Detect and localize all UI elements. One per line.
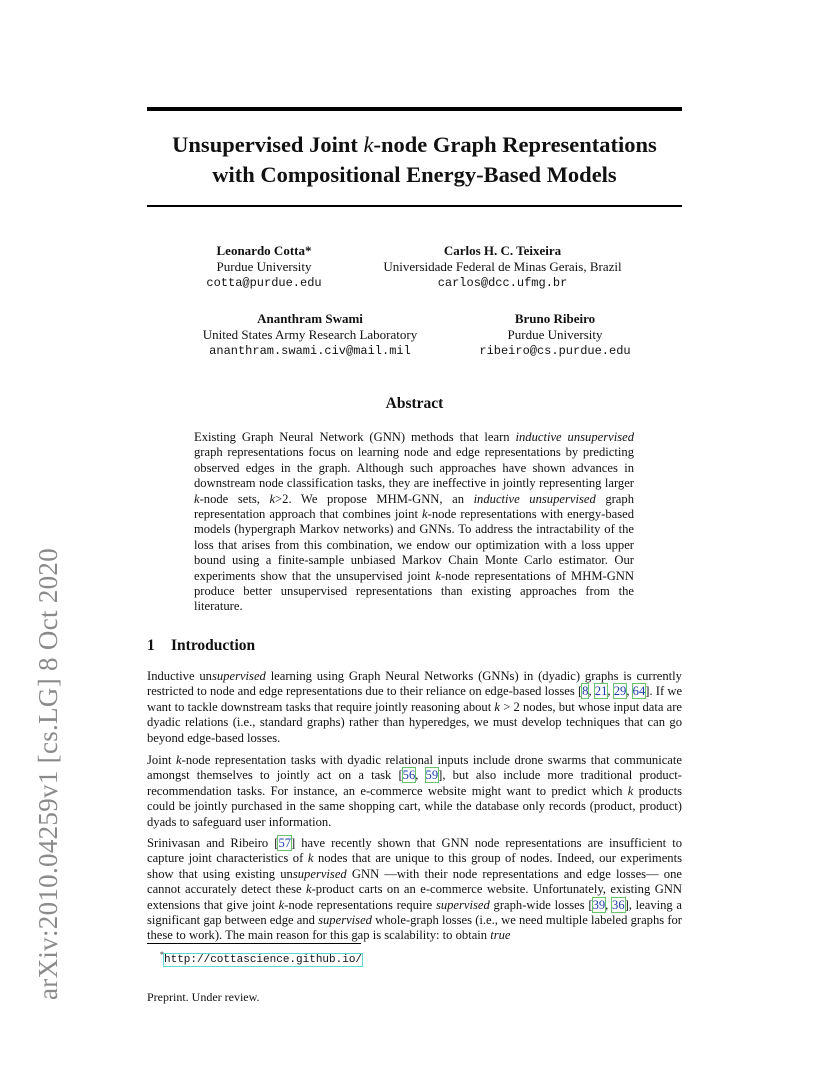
- author-email: ribeiro@cs.purdue.edu: [479, 344, 631, 358]
- citation-link[interactable]: 64: [632, 684, 646, 699]
- title-bottom-rule: [147, 205, 682, 207]
- citation-link[interactable]: 39: [592, 897, 606, 912]
- footnote-rule: [147, 943, 361, 944]
- author-email: carlos@dcc.ufmg.br: [437, 276, 568, 290]
- author-block: [370, 243, 635, 291]
- paper-title: Unsupervised Joint k-node Graph Representations with Compositional Energy-Based Models: [172, 132, 657, 187]
- paragraph: Inductive unsupervised learning using Graph Neural Networks (GNNs) in (dyadic) graphs is currently restricted to node and edge representations due to their reliance on edge-based losses [8, 21, 29, 64]. If we want to tackle downstream tasks that require jointly reasoning about k > 2 nodes, but whose input data are dyadic relations (i.e., standard graphs) rather than hyperedges, we must develop techniques that can go beyond edge-based losses.: [147, 669, 683, 745]
- citation-link[interactable]: 59: [425, 768, 439, 783]
- paragraph: Joint k-node representation tasks with dyadic relational inputs include drone swarms that communicate amongst themselves to jointly act on a task [56, 59], but also include more traditional product-recommendation tasks. For instance, an e-commerce website might want to predict which k products could be jointly purchased in the same shopping cart, while the database only records (product, product) dyads to safeguard user information.: [147, 753, 682, 829]
- author-affiliation: Universidade Federal de Minas Gerais, Brazil: [383, 259, 622, 274]
- paragraph: Srinivasan and Ribeiro [57] have recently shown that GNN node representations are insufficient to capture joint characteristics of k nodes that are unique to this group of nodes. Indeed, our experiments show that using existing unsupervised GNN —with their node representations and edge losses— one cannot accurately detect these k-product carts on an e-commerce website. Unfortunately, existing GNN extensions that give joint k-node representations require supervised graph-wide losses [39, 36], leaving a significant gap between edge and supervised whole-graph losses (i.e., we need multiple labeled graphs for these to work). The main reason for this gap is scalability: to obtain true: [147, 836, 683, 943]
- preprint-note: Preprint. Under review.: [147, 990, 260, 1004]
- top-rule: [147, 107, 682, 111]
- author-affiliation: Purdue University: [216, 259, 312, 274]
- footnote-link[interactable]: http://cottascience.github.io/: [164, 953, 363, 966]
- footnote: [160, 950, 362, 966]
- citation-link[interactable]: 21: [594, 684, 608, 699]
- section-heading: [147, 637, 255, 655]
- author-email: cotta@purdue.edu: [206, 276, 322, 290]
- citation-link[interactable]: 56: [402, 768, 416, 783]
- abstract-text: Existing Graph Neural Network (GNN) methods that learn inductive unsupervised graph representations focus on learning node and edge representations by predicting observed edges in the graph. Although such approaches have shown advances in downstream node classification tasks, they are ineffective in jointly representing larger k-node sets, k>2. We propose MHM-GNN, an inductive unsupervised graph representation approach that combines joint k-node representations with energy-based models (hypergraph Markov networks) and GNNs. To address the intractability of the loss that arises from this combination, we endow our optimization with a loss upper bound using a finite-sample unbiased Markov Chain Monte Carlo estimator. Our experiments show that the unsupervised joint k-node representations of MHM-GNN produce better unsupervised representations than existing approaches from the literature.: [194, 430, 635, 614]
- author-name: Bruno Ribeiro: [514, 311, 596, 326]
- section-title: Introduction: [171, 637, 256, 654]
- citation-link[interactable]: 57: [278, 836, 292, 850]
- citation-link[interactable]: 8: [582, 684, 589, 699]
- arxiv-identifier: arXiv:2010.04259v1 [cs.LG] 8 Oct 2020: [33, 547, 63, 1000]
- author-affiliation: Purdue University: [507, 327, 603, 342]
- author-block: [470, 311, 640, 359]
- citation-link[interactable]: 29: [613, 684, 627, 699]
- author-block: [189, 243, 339, 291]
- author-block: [190, 311, 430, 359]
- citation-link[interactable]: 36: [612, 897, 625, 912]
- author-name: Carlos H. C. Teixeira: [443, 243, 562, 258]
- abstract-heading: Abstract: [385, 395, 444, 412]
- footnote-mark: *: [160, 950, 164, 959]
- author-affiliation: United States Army Research Laboratory: [202, 327, 418, 342]
- author-email: ananthram.swami.civ@mail.mil: [209, 344, 411, 358]
- author-name: Ananthram Swami: [257, 311, 363, 326]
- author-name: Leonardo Cotta*: [216, 243, 312, 258]
- section-number: 1: [147, 637, 155, 654]
